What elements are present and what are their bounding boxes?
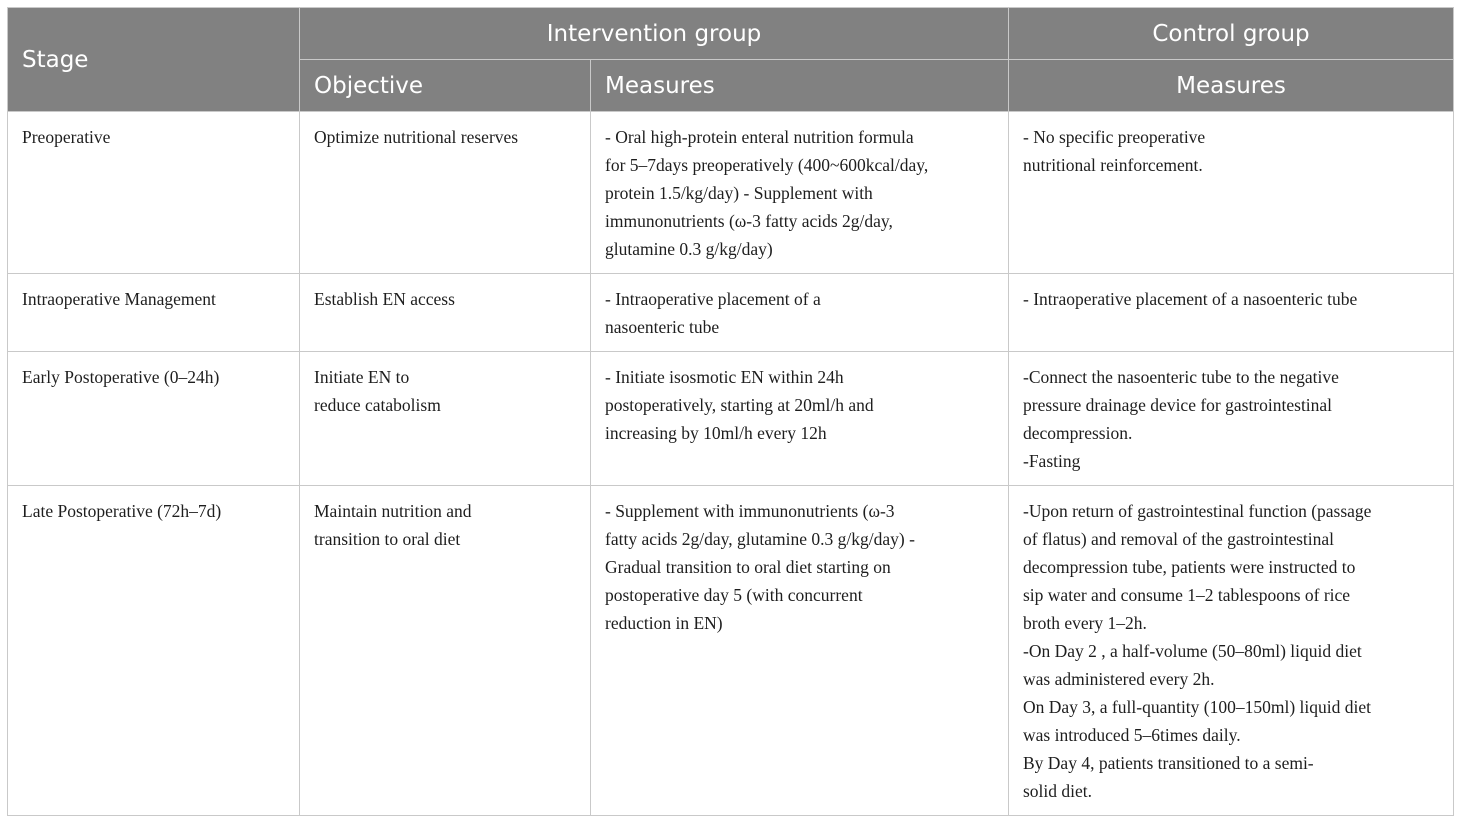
measure-line: -On Day 2 , a half-volume (50–80ml) liquid diet [1023,641,1362,661]
stage-text: Intraoperative Management [22,289,216,309]
measure-line: fatty acids 2g/day, glutamine 0.3 g/kg/day) - [605,529,915,549]
objective-line: Maintain nutrition and [314,501,472,521]
measure-line: - Oral high-protein enteral nutrition formula [605,127,914,147]
control-measures-cell [1009,274,1454,352]
measure-line: protein 1.5/kg/day) - Supplement with [605,183,873,203]
measure-line: -Fasting [1023,451,1081,471]
measure-line: increasing by 10ml/h every 12h [605,423,827,443]
stage-text: Early Postoperative (0–24h) [22,367,220,387]
measure-line: was administered every 2h. [1023,669,1215,689]
header-intervention-measures: Measures [591,60,1009,112]
measure-line: postoperatively, starting at 20ml/h and [605,395,874,415]
intervention-measures-cell [591,352,1009,486]
protocol-table [7,7,1454,816]
control-measures-cell [1009,486,1454,816]
measure-line: was introduced 5–6times daily. [1023,725,1241,745]
objective-cell [300,112,591,274]
header-row-top [8,8,1454,60]
measure-line: nutritional reinforcement. [1023,155,1203,175]
stage-text: Late Postoperative (72h–7d) [22,501,222,521]
measure-line: postoperative day 5 (with concurrent [605,585,863,605]
table-row [8,274,1454,352]
measure-line: reduction in EN) [605,613,723,633]
measure-line: - Intraoperative placement of a nasoenteric tube [1023,289,1358,309]
objective-line: Establish EN access [314,289,455,309]
objective-cell [300,486,591,816]
objective-line: transition to oral diet [314,529,461,549]
measure-line: By Day 4, patients transitioned to a semi- [1023,753,1314,773]
table-row [8,352,1454,486]
objective-line: Optimize nutritional reserves [314,127,519,147]
table-row [8,112,1454,274]
measure-line: - No specific preoperative [1023,127,1206,147]
header-intervention-group: Intervention group [300,8,1009,60]
measure-line: solid diet. [1023,781,1093,801]
stage-cell [8,274,300,352]
measure-line: glutamine 0.3 g/kg/day) [605,239,773,259]
measure-line: - Supplement with immunonutrients (ω-3 [605,501,895,521]
stage-text: Preoperative [22,127,111,147]
measure-line: nasoenteric tube [605,317,720,337]
measure-line: decompression tube, patients were instructed to [1023,557,1356,577]
objective-cell [300,352,591,486]
control-measures-cell [1009,352,1454,486]
intervention-measures-cell [591,274,1009,352]
measure-line: sip water and consume 1–2 tablespoons of rice [1023,585,1351,605]
measure-line: -Connect the nasoenteric tube to the negative [1023,367,1339,387]
measure-line: - Initiate isosmotic EN within 24h [605,367,844,387]
table-body [8,112,1454,816]
header-control-group: Control group [1009,8,1454,60]
measure-line: decompression. [1023,423,1133,443]
stage-cell [8,486,300,816]
measure-line: immunonutrients (ω-3 fatty acids 2g/day, [605,211,893,231]
measure-line: of flatus) and removal of the gastrointestinal [1023,529,1335,549]
measure-line: for 5–7days preoperatively (400~600kcal/day, [605,155,929,175]
control-measures-cell [1009,112,1454,274]
measure-line: - Intraoperative placement of a [605,289,821,309]
objective-line: Initiate EN to [314,367,410,387]
measure-line: pressure drainage device for gastrointestinal [1023,395,1333,415]
measure-line: Gradual transition to oral diet starting on [605,557,891,577]
stage-cell [8,352,300,486]
objective-line: reduce catabolism [314,395,441,415]
objective-cell [300,274,591,352]
header-control-measures: Measures [1009,60,1454,112]
table-row [8,486,1454,816]
intervention-measures-cell [591,486,1009,816]
table-header [8,8,1454,112]
measure-line: On Day 3, a full-quantity (100–150ml) liquid diet [1023,697,1372,717]
measure-line: -Upon return of gastrointestinal function (passage [1023,501,1372,521]
stage-cell [8,112,300,274]
header-objective: Objective [300,60,591,112]
measure-line: broth every 1–2h. [1023,613,1147,633]
header-stage: Stage [8,8,300,112]
intervention-measures-cell [591,112,1009,274]
